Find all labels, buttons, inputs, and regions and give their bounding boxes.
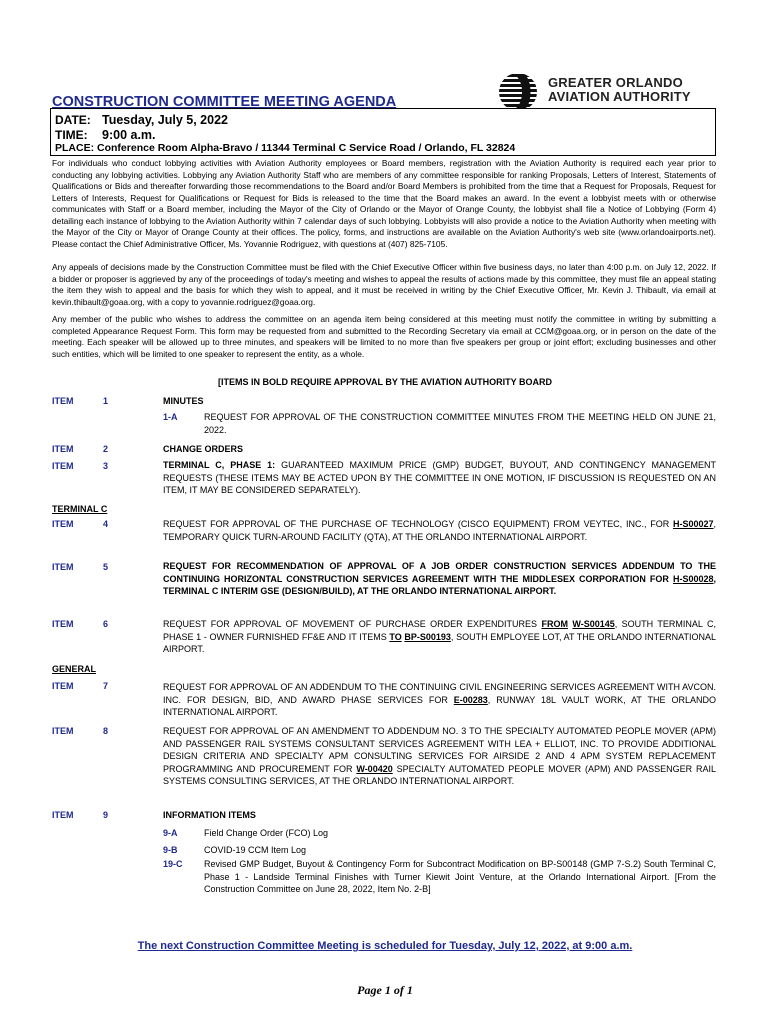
item-2-title: CHANGE ORDERS [163, 444, 244, 454]
item-1-title: MINUTES [163, 396, 204, 406]
item-7-pre: REQUEST FOR APPROVAL OF AN ADDENDUM TO THE CONTINUING CIVIL ENGINEERING SERVICES AGREEMENT WITH AVCON. INC. FOR DESIGN, BID, AND AWARD PHASE SERVICES FOR [163, 682, 716, 705]
item-number: 9 [103, 810, 109, 820]
page-title: CONSTRUCTION COMMITTEE MEETING AGENDA [52, 94, 397, 110]
item-6-from: FROM [541, 619, 568, 629]
item-5-code: H-S00028 [672, 573, 714, 584]
item-19c-text: Revised GMP Budget, Buyout & Contingency Form for Subcontract Modification on BP-S00148 (GMP 7-S.2) South Terminal C, Phase 1 - Landside Terminal Finishes with Turner Kiewit Joint Venture, at the Orlando International Airport. [From the Construction Committee on June 28, 2022, Item No. 2-B] [204, 859, 716, 894]
item-number: 7 [103, 681, 109, 691]
item-4-text [163, 518, 716, 543]
item-8-pre: REQUEST FOR APPROVAL OF AN AMENDMENT TO ADDENDUM NO. 3 TO THE SPECIALTY AUTOMATED PEOPLE MOVER (APM) AND PASSENGER RAIL SYSTEMS CONSULTANT SERVICES AGREEMENT WITH LEA + ELLIOT, INC. TO PROVIDE ADDITIONAL DESIGN CRITERIA AND SPECIALTY APM CONSULTING SERVICES FOR AIRSIDE 2 AND 4 APM SYSTEM REPLACEMENT PROGRAMMING AND PROCUREMENT FOR [163, 726, 716, 774]
item-6-code2: BP-S00193 [404, 631, 451, 642]
globe-logo-icon [496, 72, 540, 112]
item-label: ITEM [52, 461, 74, 471]
item-8-post: SPECIALTY AUTOMATED PEOPLE MOVER (APM) AND PASSENGER RAIL SYSTEMS CONSULTING SERVICES, AT THE ORLANDO INTERNATIONAL AIRPORT. [163, 763, 716, 786]
section-general: GENERAL [52, 664, 97, 674]
page-number: Page 1 of 1 [357, 983, 413, 997]
goaa-logo [496, 72, 696, 112]
item-label: ITEM [52, 619, 74, 629]
item-number: 5 [103, 562, 109, 572]
date-label: DATE: [55, 113, 91, 127]
item-label: ITEM [52, 519, 74, 529]
item-5-pre: REQUEST FOR RECOMMENDATION OF APPROVAL OF A JOB ORDER CONSTRUCTION SERVICES ADDENDUM TO THE CONTINUING HORIZONTAL CONSTRUCTION SERVICES AGREEMENT WITH THE MIDDLESEX CORPORATION FOR [163, 561, 716, 584]
item-number: 1 [103, 396, 109, 406]
item-5-text [163, 560, 716, 598]
item-4-code: H-S00027 [672, 519, 714, 529]
item-9b-text: COVID-19 CCM Item Log [204, 845, 307, 855]
item-6-text [163, 618, 716, 656]
item-1a-text: REQUEST FOR APPROVAL OF THE CONSTRUCTION COMMITTEE MINUTES FROM THE MEETING HELD ON JUNE 21, 2022. [204, 412, 716, 435]
item-3-bold: TERMINAL C, PHASE 1: [163, 460, 276, 470]
public-paragraph: Any member of the public who wishes to address the committee on an agenda item being considered at this meeting must notify the committee in writing by submitting a completed Appearance Request Form. This form may be requested from and submitted to the Recording Secretary via email at CCM@goaa.org, or in person on the date of the meeting. Each speaker will be allowed up to three minutes, and speakers will be limited to no more than five speakers per group or joint effort; excluding businesses and other such entities, which will be limited to one speaker to represent the entity, as a whole. [52, 314, 716, 359]
item-number: 8 [103, 726, 109, 736]
item-number: 3 [103, 461, 109, 471]
item-number: 2 [103, 444, 109, 454]
item-label: ITEM [52, 726, 74, 736]
time-label: TIME: [55, 128, 88, 142]
item-6-post: , SOUTH EMPLOYEE LOT, AT THE ORLANDO INTERNATIONAL AIRPORT. [163, 631, 716, 654]
item-6-pre: REQUEST FOR APPROVAL OF MOVEMENT OF PURCHASE ORDER EXPENDITURES [163, 619, 542, 629]
place-row [55, 142, 515, 154]
item-7-text [163, 681, 716, 719]
place-value: Conference Room Alpha-Bravo / 11344 Terminal C Service Road / Orlando, FL 32824 [97, 142, 516, 154]
item-19c-id: 19-C [163, 859, 183, 869]
item-9a-id: 9-A [163, 828, 178, 838]
item-7-code: E-00283 [453, 694, 488, 705]
org-name [548, 76, 691, 104]
time-value: 9:00 a.m. [102, 128, 156, 142]
item-number: 4 [103, 519, 109, 529]
item-8-text [163, 725, 716, 788]
item-7-post: , RUNWAY 18L VAULT WORK, AT THE ORLANDO INTERNATIONAL AIRPORT. [163, 694, 716, 717]
item-9b-id: 9-B [163, 845, 178, 855]
item-6-code1: W-S00145 [572, 619, 615, 629]
item-8-code: W-00420 [356, 763, 393, 774]
lobbying-paragraph: For individuals who conduct lobbying activities with Aviation Authority employees or Board members, registration with the Aviation Authority is required each year prior to conducting any lobbying activities. Lobbying any Aviation Authority Staff who are members of any committee responsible for ranking Proposals, Letters of Interest, Statements of Qualifications or Bids and thereafter forwarding those recommendations to the Board and/or Board Members is prohibited from the time that a Request for Proposals, Request for Letters of Interests, Request for Qualifications or Request for Bids is released to the time that the Board makes an award. In the event a lobbyist meets with or otherwise communicates with Staff or a Board member, including the Mayor of the City of Orlando or the Mayor of Orange County, the lobbyist shall file a Notice of Lobbying (Form 4) detailing each instance of lobbying to the Aviation Authority within 7 calendar days of such lobbying. Lobbyists will also provide a notice to the Aviation Authority when meeting with the Mayor of the City or Mayor of Orange County at their offices. The policy, forms, and instructions are available on the Aviation Authority's web site (www.orlandoairports.net). Please contact the Chief Administrative Officer, Ms. Yovannie Rodriguez, with questions at (407) 825-7105. [52, 158, 716, 249]
item-5-post: , TERMINAL C INTERIM GSE (DESIGN/BUILD), AT THE ORLANDO INTERNATIONAL AIRPORT. [163, 573, 716, 596]
bold-approval-note: [ITEMS IN BOLD REQUIRE APPROVAL BY THE AVIATION AUTHORITY BOARD [217, 377, 552, 387]
appeals-paragraph: Any appeals of decisions made by the Construction Committee must be filed with the Chief Executive Officer within five business days, no later than 4:00 p.m. on July 12, 2022. If a bidder or proposer is aggrieved by any of the proceedings of today's meeting and wishes to appeal the results of actions made by this committee, they must file an appeal stating the item they wish to appeal and the basis for which they wish to appeal, and it must be received in writing by the Chief Executive Officer, Mr. Kevin J. Thibault, via email at kevin.thibault@goaa.org, with a copy to yovannie.rodriguez@goaa.org. [52, 262, 716, 307]
item-3-body: GUARANTEED MAXIMUM PRICE (GMP) BUDGET, BUYOUT, AND CONTINGENCY MANAGEMENT REQUESTS (THESE ITEMS MAY BE ACTED UPON BY THE COMMITTEE IN ONE MOTION, IF DISCUSSION IS REQUESTED ON AN ITEM, IT MAY BE CONSIDERED SEPARATELY). [163, 460, 717, 495]
item-6-mid: , SOUTH TERMINAL C, PHASE 1 - OWNER FURNISHED FF&E AND IT ITEMS [163, 619, 716, 642]
item-3-text [163, 459, 716, 497]
item-4-post: , TEMPORARY QUICK TURN-AROUND FACILITY (QTA), AT THE ORLANDO INTERNATIONAL AIRPORT. [163, 519, 716, 542]
item-label: ITEM [52, 562, 74, 572]
date-value: Tuesday, July 5, 2022 [102, 113, 228, 127]
item-6-to: TO [389, 631, 402, 642]
org-line1: GREATER ORLANDO [548, 75, 683, 90]
next-meeting-notice: The next Construction Committee Meeting is scheduled for Tuesday, July 12, 2022, at 9:00 a.m. [137, 940, 633, 952]
item-label: ITEM [52, 444, 74, 454]
item-4-pre: REQUEST FOR APPROVAL OF THE PURCHASE OF TECHNOLOGY (CISCO EQUIPMENT) FROM VEYTEC, INC., FOR [163, 519, 673, 529]
item-number: 6 [103, 619, 109, 629]
section-terminal-c: TERMINAL C [52, 504, 108, 514]
place-label: PLACE: [55, 142, 95, 154]
item-label: ITEM [52, 396, 74, 406]
item-1a-id: 1-A [163, 412, 178, 422]
item-label: ITEM [52, 810, 74, 820]
item-label: ITEM [52, 681, 74, 691]
item-9-title: INFORMATION ITEMS [163, 810, 256, 820]
org-line2: AVIATION AUTHORITY [548, 89, 691, 104]
meeting-info-box [50, 108, 716, 156]
item-9a-text: Field Change Order (FCO) Log [204, 828, 329, 838]
